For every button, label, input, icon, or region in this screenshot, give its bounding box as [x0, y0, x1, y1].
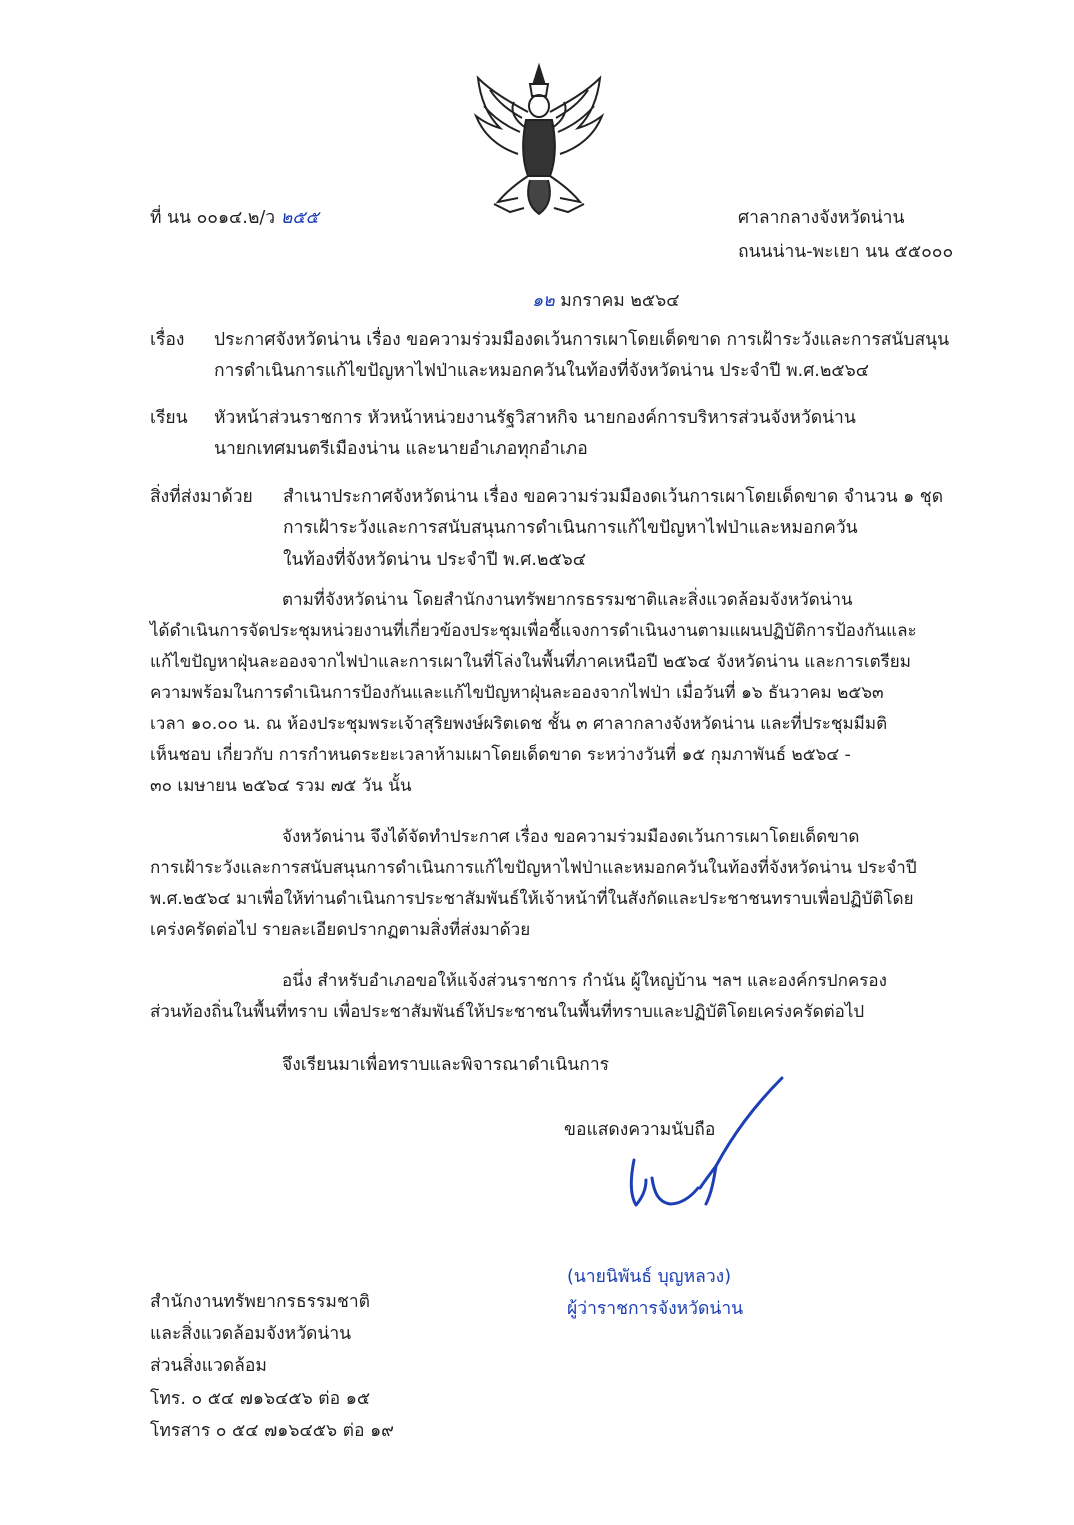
addressee-label: เรียน — [150, 408, 188, 428]
paragraph-line: อนึ่ง สำหรับอำเภอขอให้แจ้งส่วนราชการ กำนัน ผู้ใหญ่บ้าน ฯลฯ และองค์กรปกครอง — [282, 971, 887, 991]
addressee-line-1: หัวหน้าส่วนราชการ หัวหน้าหน่วยงานรัฐวิสาหกิจ นายกองค์การบริหารส่วนจังหวัดน่าน — [214, 408, 856, 428]
reference-handwritten: ๒๕๕ — [280, 208, 319, 228]
footer-office-line-1: สำนักงานทรัพยากรธรรมชาติ — [150, 1292, 371, 1312]
body-paragraph-3 — [150, 966, 980, 1028]
body-paragraph-2 — [150, 822, 980, 946]
paragraph-line: ๓๐ เมษายน ๒๕๖๔ รวม ๗๕ วัน นั้น — [150, 776, 412, 796]
closing-request: จึงเรียนมาเพื่อทราบและพิจารณาดำเนินการ — [282, 1055, 610, 1075]
signer-name: (นายนิพันธ์ บุญหลวง) — [567, 1267, 732, 1287]
footer-office-line-2: และสิ่งแวดล้อมจังหวัดน่าน — [150, 1324, 352, 1344]
date-month-year: มกราคม ๒๕๖๔ — [560, 291, 680, 311]
enclosure-label: สิ่งที่ส่งมาด้วย — [150, 487, 253, 507]
subject-line-1: ประกาศจังหวัดน่าน เรื่อง ขอความร่วมมืองดเว้นการเผาโดยเด็ดขาด การเฝ้าระวังและการสนับสนุน — [214, 330, 950, 350]
subject-line-2: การดำเนินการแก้ไขปัญหาไฟป่าและหมอกควันในท้องที่จังหวัดน่าน ประจำปี พ.ศ.๒๕๖๔ — [214, 361, 870, 381]
reference-prefix: ที่ นน ๐๐๑๔.๒/ว — [150, 208, 276, 228]
letter-date — [532, 286, 680, 314]
paragraph-line: เห็นชอบ เกี่ยวกับ การกำหนดระยะเวลาห้ามเผาโดยเด็ดขาด ระหว่างวันที่ ๑๕ กุมภาพันธ์ ๒๕๖๔ - — [150, 745, 851, 765]
paragraph-line: ส่วนท้องถิ่นในพื้นที่ทราบ เพื่อประชาสัมพันธ์ให้ประชาชนในพื้นที่ทราบและปฏิบัติโดยเคร่งครัดต่อไป — [150, 1002, 865, 1022]
paragraph-line: ความพร้อมในการดำเนินการป้องกันและแก้ไขปัญหาฝุ่นละอองจากไฟป่า เมื่อวันที่ ๑๖ ธันวาคม ๒๕๖๓ — [150, 683, 884, 703]
date-day-handwritten: ๑๒ — [532, 291, 555, 311]
paragraph-line: ได้ดำเนินการจัดประชุมหน่วยงานที่เกี่ยวข้องประชุมเพื่อชี้แจงการดำเนินงานตามแผนปฏิบัติการป้องกันและ — [150, 621, 917, 641]
paragraph-line: เคร่งครัดต่อไป รายละเอียดปรากฏตามสิ่งที่ส่งมาด้วย — [150, 920, 531, 940]
garuda-emblem-icon — [470, 62, 608, 218]
addressee-line-2: นายกเทศมนตรีเมืองน่าน และนายอำเภอทุกอำเภอ — [214, 439, 588, 459]
subject-label: เรื่อง — [150, 330, 185, 350]
paragraph-line: จังหวัดน่าน จึงได้จัดทำประกาศ เรื่อง ขอความร่วมมืองดเว้นการเผาโดยเด็ดขาด — [282, 827, 860, 847]
paragraph-line: การเฝ้าระวังและการสนับสนุนการดำเนินการแก้ไขปัญหาไฟป่าและหมอกควันในท้องที่จังหวัดน่าน ประจำปี — [150, 858, 917, 878]
reference-number — [150, 203, 319, 231]
handwritten-signature — [600, 1070, 800, 1220]
body-paragraph-1 — [150, 585, 980, 802]
footer-fax: โทรสาร ๐ ๕๔ ๗๑๖๔๕๖ ต่อ ๑๙ — [150, 1421, 395, 1441]
paragraph-line: ตามที่จังหวัดน่าน โดยสำนักงานทรัพยากรธรรมชาติและสิ่งแวดล้อมจังหวัดน่าน — [282, 590, 853, 610]
paragraph-line: แก้ไขปัญหาฝุ่นละอองจากไฟป่าและการเผาในที่โล่งในพื้นที่ภาคเหนือปี ๒๕๖๔ จังหวัดน่าน และการเตรียม — [150, 652, 911, 672]
enclosure-line-3: ในท้องที่จังหวัดน่าน ประจำปี พ.ศ.๒๕๖๔ — [283, 550, 587, 570]
paragraph-line: พ.ศ.๒๕๖๔ มาเพื่อให้ท่านดำเนินการประชาสัมพันธ์ให้เจ้าหน้าที่ในสังกัดและประชาชนทราบเพื่อปฏิบัติโดย — [150, 889, 914, 909]
signer-position: ผู้ว่าราชการจังหวัดน่าน — [567, 1299, 744, 1319]
closing-salutation: ขอแสดงความนับถือ — [564, 1120, 716, 1140]
enclosure-line-1: สำเนาประกาศจังหวัดน่าน เรื่อง ขอความร่วมมืองดเว้นการเผาโดยเด็ดขาด จำนวน ๑ ชุด — [283, 487, 944, 507]
footer-phone: โทร. ๐ ๕๔ ๗๑๖๔๕๖ ต่อ ๑๕ — [150, 1389, 371, 1409]
enclosure-line-2: การเฝ้าระวังและการสนับสนุนการดำเนินการแก้ไขปัญหาไฟป่าและหมอกควัน — [283, 518, 858, 538]
office-name: ศาลากลางจังหวัดน่าน — [738, 208, 905, 228]
paragraph-line: เวลา ๑๐.๐๐ น. ณ ห้องประชุมพระเจ้าสุริยพงษ์ผริตเดช ชั้น ๓ ศาลากลางจังหวัดน่าน และที่ประชุมมีมติ — [150, 714, 888, 734]
footer-division: ส่วนสิ่งแวดล้อม — [150, 1356, 267, 1376]
office-address: ถนนน่าน-พะเยา นน ๕๕๐๐๐ — [738, 242, 954, 262]
